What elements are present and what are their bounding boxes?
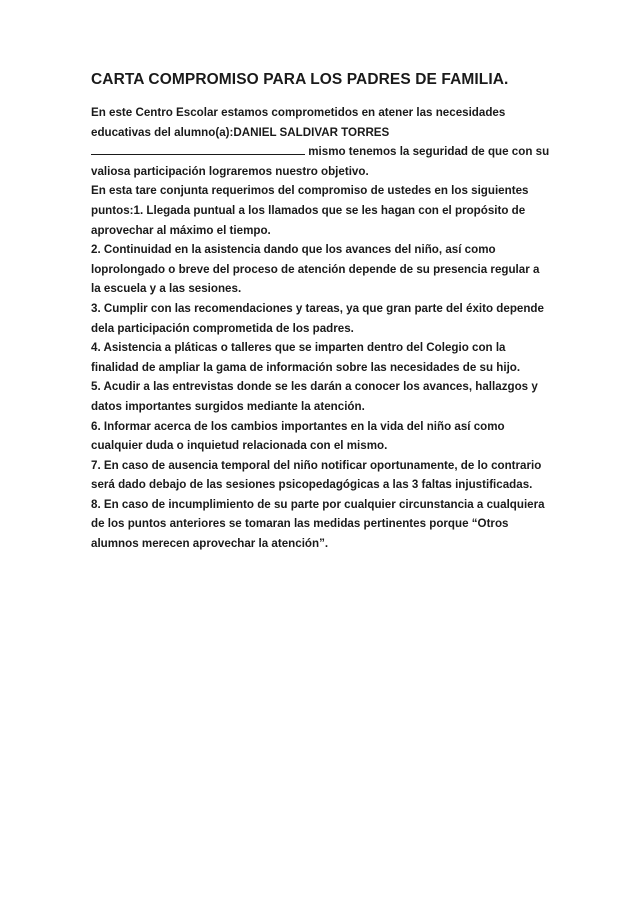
point-7: 7. En caso de ausencia temporal del niño notificar oportunamente, de lo contrario será dado debajo de las sesiones psicopedagógicas a las 3 faltas injustificadas. <box>91 458 542 492</box>
intro-text-continued: mismo tenemos la seguridad de que con su valiosa participación lograremos nuestro objetivo. <box>91 145 550 178</box>
document-body <box>91 103 551 554</box>
document-title: CARTA COMPROMISO PARA LOS PADRES DE FAMILIA. <box>91 71 509 88</box>
point-1: 1. Llegada puntual a los llamados que se les hagan con el propósito de aprovechar al máximo el tiempo. <box>91 203 526 237</box>
point-8: 8. En caso de incumplimiento de su parte por cualquier circunstancia a cualquiera de los puntos anteriores se tomaran las medidas pertinentes porque “Otros alumnos merecen aprovechar la atención”. <box>91 497 545 551</box>
point-3: 3. Cumplir con las recomendaciones y tareas, ya que gran parte del éxito depende dela participación comprometida de los padres. <box>91 301 544 335</box>
name-underline <box>91 145 305 155</box>
student-name: DANIEL SALDIVAR TORRES <box>233 125 390 139</box>
intro-text: En este Centro Escolar estamos comprometidos en atener las necesidades educativas del alumno(a): <box>91 106 506 139</box>
commitment-intro: En esta tare conjunta requerimos del compromiso de ustedes en los siguientes puntos: <box>91 184 529 217</box>
document-page <box>91 68 551 554</box>
point-5: 5. Acudir a las entrevistas donde se les darán a conocer los avances, hallazgos y datos importantes surgidos mediante la atención. <box>91 380 538 413</box>
point-6: 6. Informar acerca de los cambios importantes en la vida del niño así como cualquier duda o inquietud relacionada con el mismo. <box>91 419 505 453</box>
point-2: 2. Continuidad en la asistencia dando que los avances del niño, así como loprolongado o breve del proceso de atención depende de su presencia regular a la escuela y a las sesiones. <box>91 243 540 296</box>
point-4: 4. Asistencia a pláticas o talleres que se imparten dentro del Colegio con la finalidad de ampliar la gama de información sobre las necesidades de su hijo. <box>91 341 521 374</box>
commitment-paragraph <box>91 181 551 240</box>
intro-paragraph <box>91 103 551 181</box>
